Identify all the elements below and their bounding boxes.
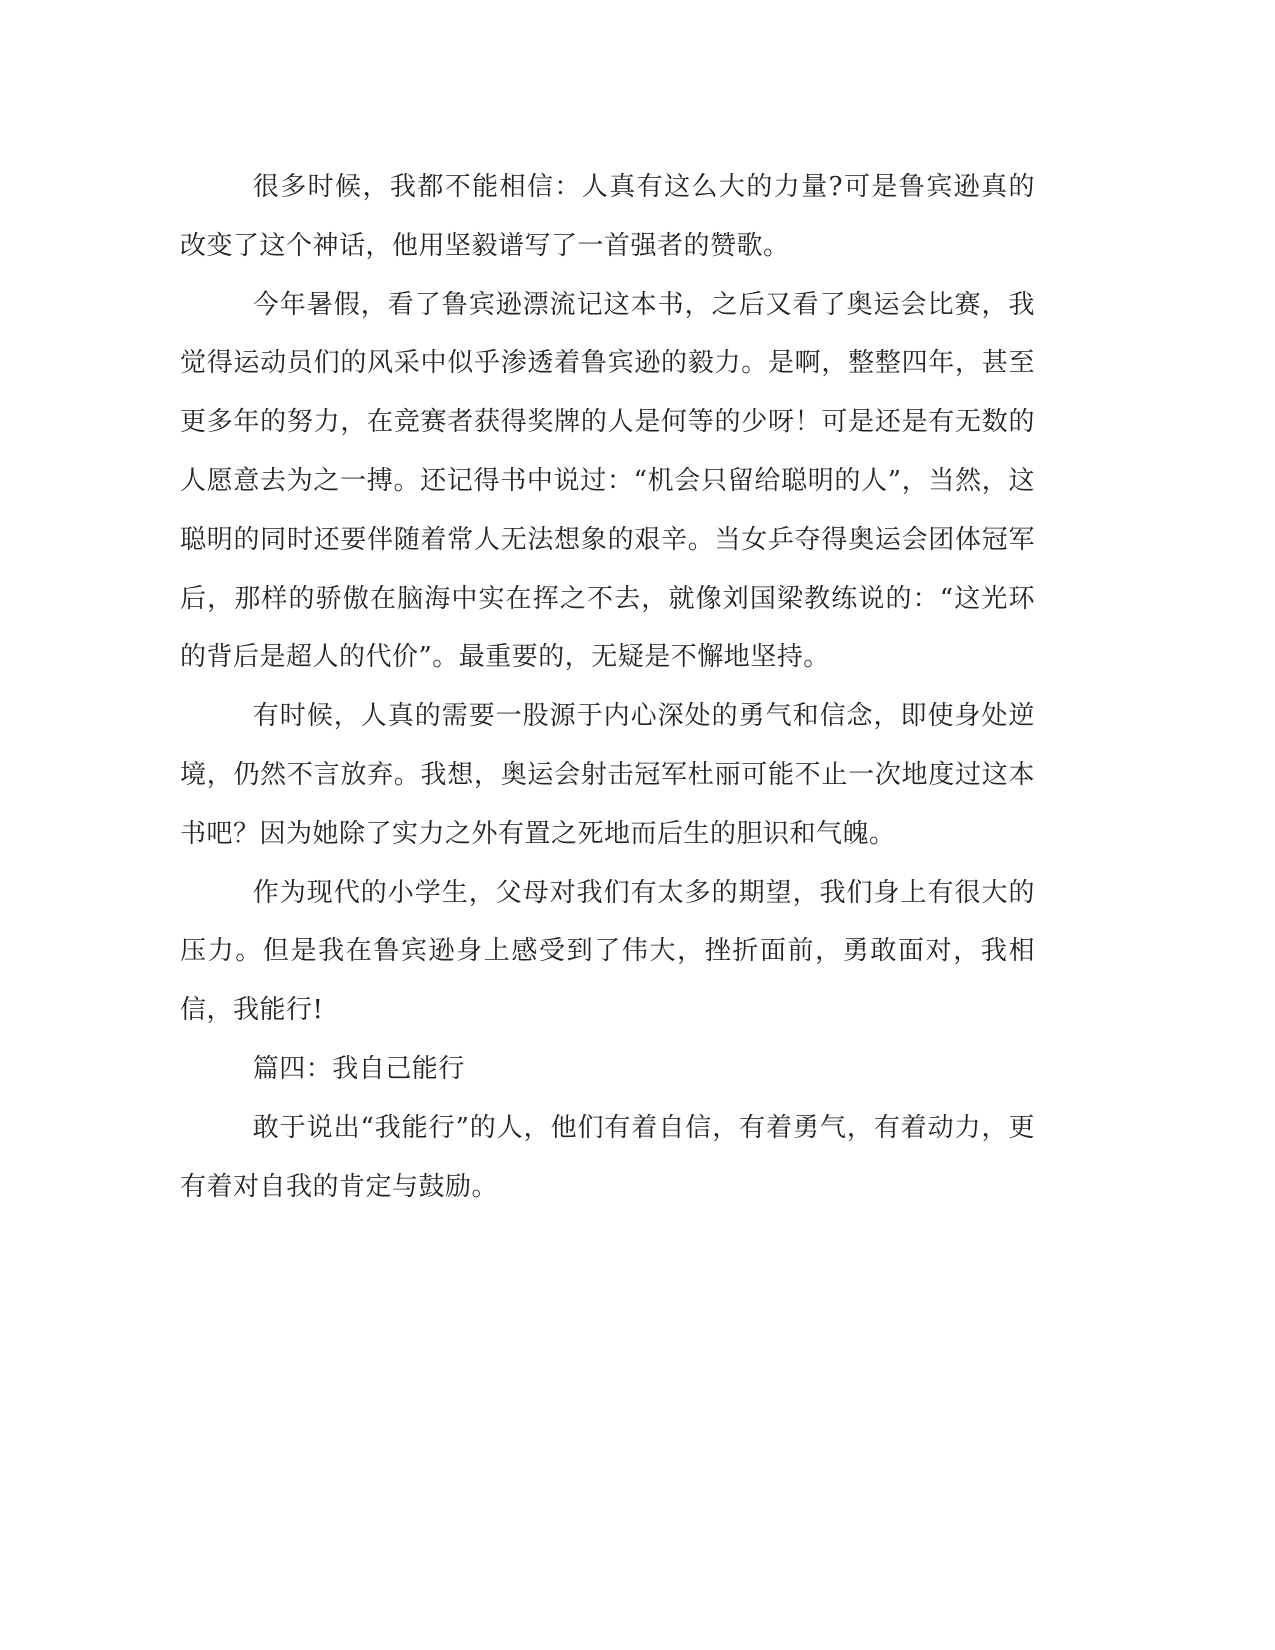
- section-heading: 篇四：我自己能行: [252, 1053, 465, 1084]
- paragraph-4: 作为现代的小学生，父母对我们有太多的期望，我们身上有很大的压力。但是我在鲁宾逊身上感受到了伟大，挫折面前，勇敢面对，我相信，我能行!: [180, 877, 1035, 1026]
- paragraph-5: 敢于说出“我能行”的人，他们有着自信，有着勇气，有着动力，更有着对自我的肯定与鼓励。: [180, 1112, 1035, 1202]
- paragraph-1: 很多时候，我都不能相信：人真有这么大的力量?可是鲁宾逊真的改变了这个神话，他用坚毅谱写了一首强者的赞歌。: [180, 172, 1035, 261]
- document-body: [180, 158, 1035, 1216]
- paragraph-3: 有时候，人真的需要一股源于内心深处的勇气和信念，即使身处逆境，仍然不言放弃。我想，奥运会射击冠军杜丽可能不止一次地度过这本书吧？因为她除了实力之外有置之死地而后生的胆识和气魄。: [180, 701, 1035, 849]
- paragraph-2: 今年暑假，看了鲁宾逊漂流记这本书，之后又看了奥运会比赛，我觉得运动员们的风采中似乎渗透着鲁宾逊的毅力。是啊，整整四年，甚至更多年的努力，在竞赛者获得奖牌的人是何等的少呀！可是还是有无数的人愿意去为之一搏。还记得书中说过：“机会只留给聪明的人”，当然，这聪明的同时还要伴随着常人无法想象的艰辛。当女乒夺得奥运会团体冠军后，那样的骄傲在脑海中实在挥之不去，就像刘国梁教练说的：“这光环的背后是超人的代价”。最重要的，无疑是不懈地坚持。: [180, 289, 1035, 673]
